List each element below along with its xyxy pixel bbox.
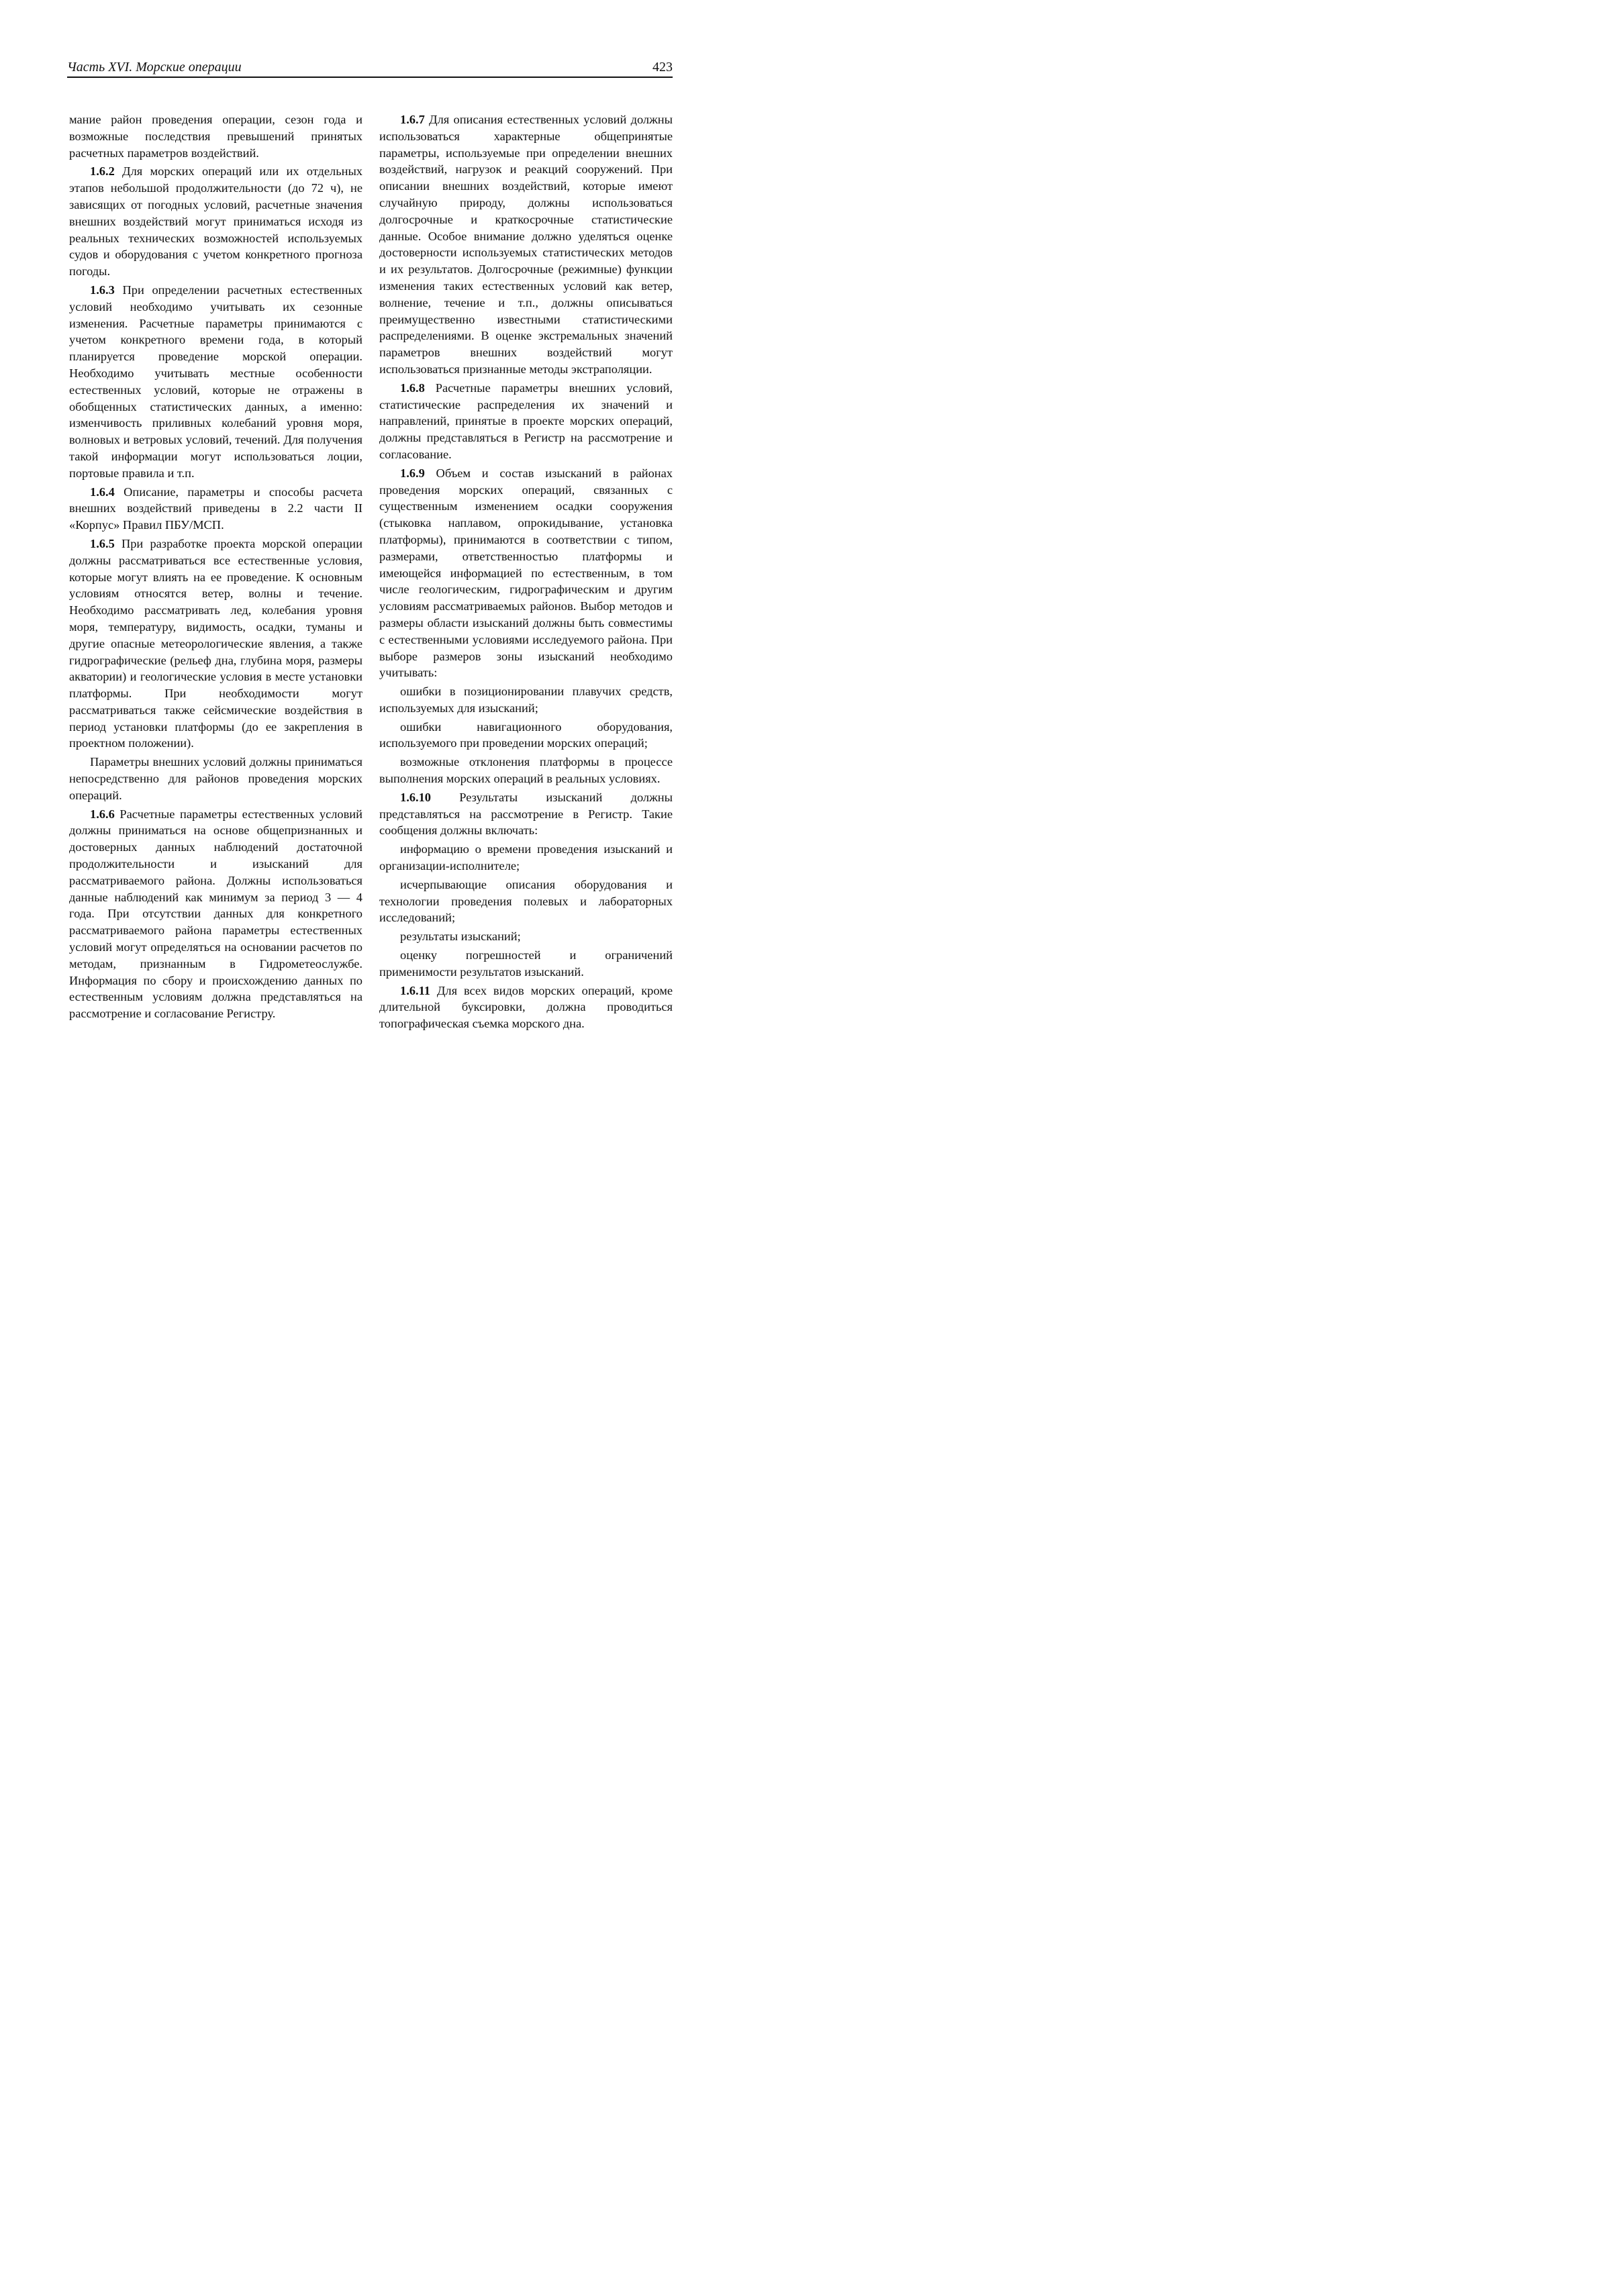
section-number: 1.6.4	[90, 485, 115, 499]
paragraph: 1.6.2 Для морских операций или их отдельных этапов небольшой продолжительности (до 72 ч), не зависящих от погодных условий, расчетные значения внешних воздействий могут приниматься исходя из реальных технических возможностей используемых судов и оборудования с учетом конкретного прогноза погоды.	[69, 164, 362, 279]
section-number: 1.6.7	[400, 113, 425, 126]
running-title: Часть XVI. Морские операции	[67, 60, 242, 74]
right-column	[379, 111, 673, 1034]
section-number: 1.6.3	[90, 283, 115, 297]
paragraph: Параметры внешних условий должны приниматься непосредственно для районов проведения морских операций.	[69, 755, 362, 802]
paragraph: мание район проведения операции, сезон года и возможные последствия превышений принятых расчетных параметров воздействий.	[69, 113, 362, 160]
paragraph: 1.6.8 Расчетные параметры внешних условий, статистические распределения их значений и направлений, принятые в проекте морских операций, должны представляться в Регистр на рассмотрение и согласование.	[379, 381, 673, 461]
list-item: исчерпывающие описания оборудования и технологии проведения полевых и лабораторных исследований;	[379, 877, 673, 925]
section-number: 1.6.11	[400, 983, 430, 997]
section-number: 1.6.9	[400, 466, 425, 480]
list-item: ошибки в позиционировании плавучих средств, используемых для изысканий;	[379, 685, 673, 715]
list-item: результаты изысканий;	[400, 930, 521, 944]
section-number: 1.6.5	[90, 536, 115, 550]
list-item: информацию о времени проведения изысканий и организации-исполнителе;	[379, 842, 673, 873]
section-number: 1.6.10	[400, 790, 431, 804]
section-number: 1.6.8	[400, 381, 425, 395]
page-number: 423	[652, 60, 673, 74]
document-page	[0, 0, 726, 1049]
section-number: 1.6.6	[90, 807, 115, 821]
paragraph: 1.6.10 Результаты изысканий должны представляться на рассмотрение в Регистр. Такие сообщения должны включать:	[379, 790, 673, 838]
running-header	[67, 59, 673, 78]
section-number: 1.6.2	[90, 164, 115, 179]
paragraph: 1.6.5 При разработке проекта морской операции должны рассматриваться все естественные условия, которые могут влиять на ее проведение. К основным условиям относятся ветер, волны и течение. Необходимо рассматривать лед, колебания уровня моря, температуру, видимость, осадки, туманы и другие опасные метеорологические явления, а также гидрографические (рельеф дна, глубина моря, размеры акватории) и геологические условия в месте установки платформы. При необходимости могут рассматриваться также сейсмические воздействия в период установки платформы (до ее закрепления в проектном положении).	[69, 536, 362, 750]
list-item: оценку погрешностей и ограничений применимости результатов изысканий.	[379, 948, 673, 979]
paragraph: 1.6.11 Для всех видов морских операций, кроме длительной буксировки, должна проводиться топографическая съемка морского дна.	[379, 983, 673, 1031]
list-item: ошибки навигационного оборудования, используемого при проведении морских операций;	[379, 719, 673, 750]
paragraph: 1.6.9 Объем и состав изысканий в районах проведения морских операций, связанных с существенным изменением осадки сооружения (стыковка наплавом, опрокидывание, установка платформы), принимаются в соответствии с типом, размерами, ответственностью платформы и имеющейся информацией по естественным, в том числе геологическим, гидрографическим и другим условиям рассматриваемых районов. Выбор методов и размеры области изысканий должны быть совместимы с естественными условиями исследуемого района. При выборе размеров зоны изысканий необходимо учитывать:	[379, 466, 673, 680]
paragraph: 1.6.6 Расчетные параметры естественных условий должны приниматься на основе общепризнанных и достоверных данных наблюдений достаточной продолжительности и изысканий для рассматриваемого района. Должны использоваться данные наблюдений как минимум за период 3 — 4 года. При отсутствии данных для конкретного рассматриваемого района параметры естественных условий могут определяться на основании расчетов по методам, признанным в Гидрометеослужбе. Информация по сбору и происхождению данных по естественным условиям должна представляться на рассмотрение и согласование Регистру.	[69, 807, 362, 1021]
list-item: возможные отклонения платформы в процессе выполнения морских операций в реальных условиях.	[379, 755, 673, 786]
paragraph: 1.6.3 При определении расчетных естественных условий необходимо учитывать их сезонные изменения. Расчетные параметры принимаются с учетом конкретного времени года, в который планируется проведение морской операции. Необходимо учитывать местные особенности естественных условий, которые не отражены в обобщенных статистических данных, а именно: изменчивость приливных колебаний уровня моря, волновых и ветровых условий, течений. Для получения такой информации могут использоваться лоции, портовые правила и т.п.	[69, 283, 362, 480]
left-column	[69, 111, 362, 1024]
paragraph: 1.6.4 Описание, параметры и способы расчета внешних воздействий приведены в 2.2 части II «Корпус» Правил ПБУ/МСП.	[69, 485, 362, 532]
paragraph: 1.6.7 Для описания естественных условий должны использоваться характерные общепринятые параметры, используемые при определении внешних воздействий, нагрузок и реакций сооружений. При описании внешних воздействий, которые имеют случайную природу, должны использоваться долгосрочные и краткосрочные статистические данные. Особое внимание должно уделяться оценке достоверности используемых статистических методов и их результатов. Долгосрочные (режимные) функции изменения таких естественных условий как ветер, волнение, течение и т.п., должны описываться преимущественно известными статистическими распределениями. В оценке экстремальных значений параметров внешних воздействий могут использоваться признанные методы экстраполяции.	[379, 113, 673, 376]
